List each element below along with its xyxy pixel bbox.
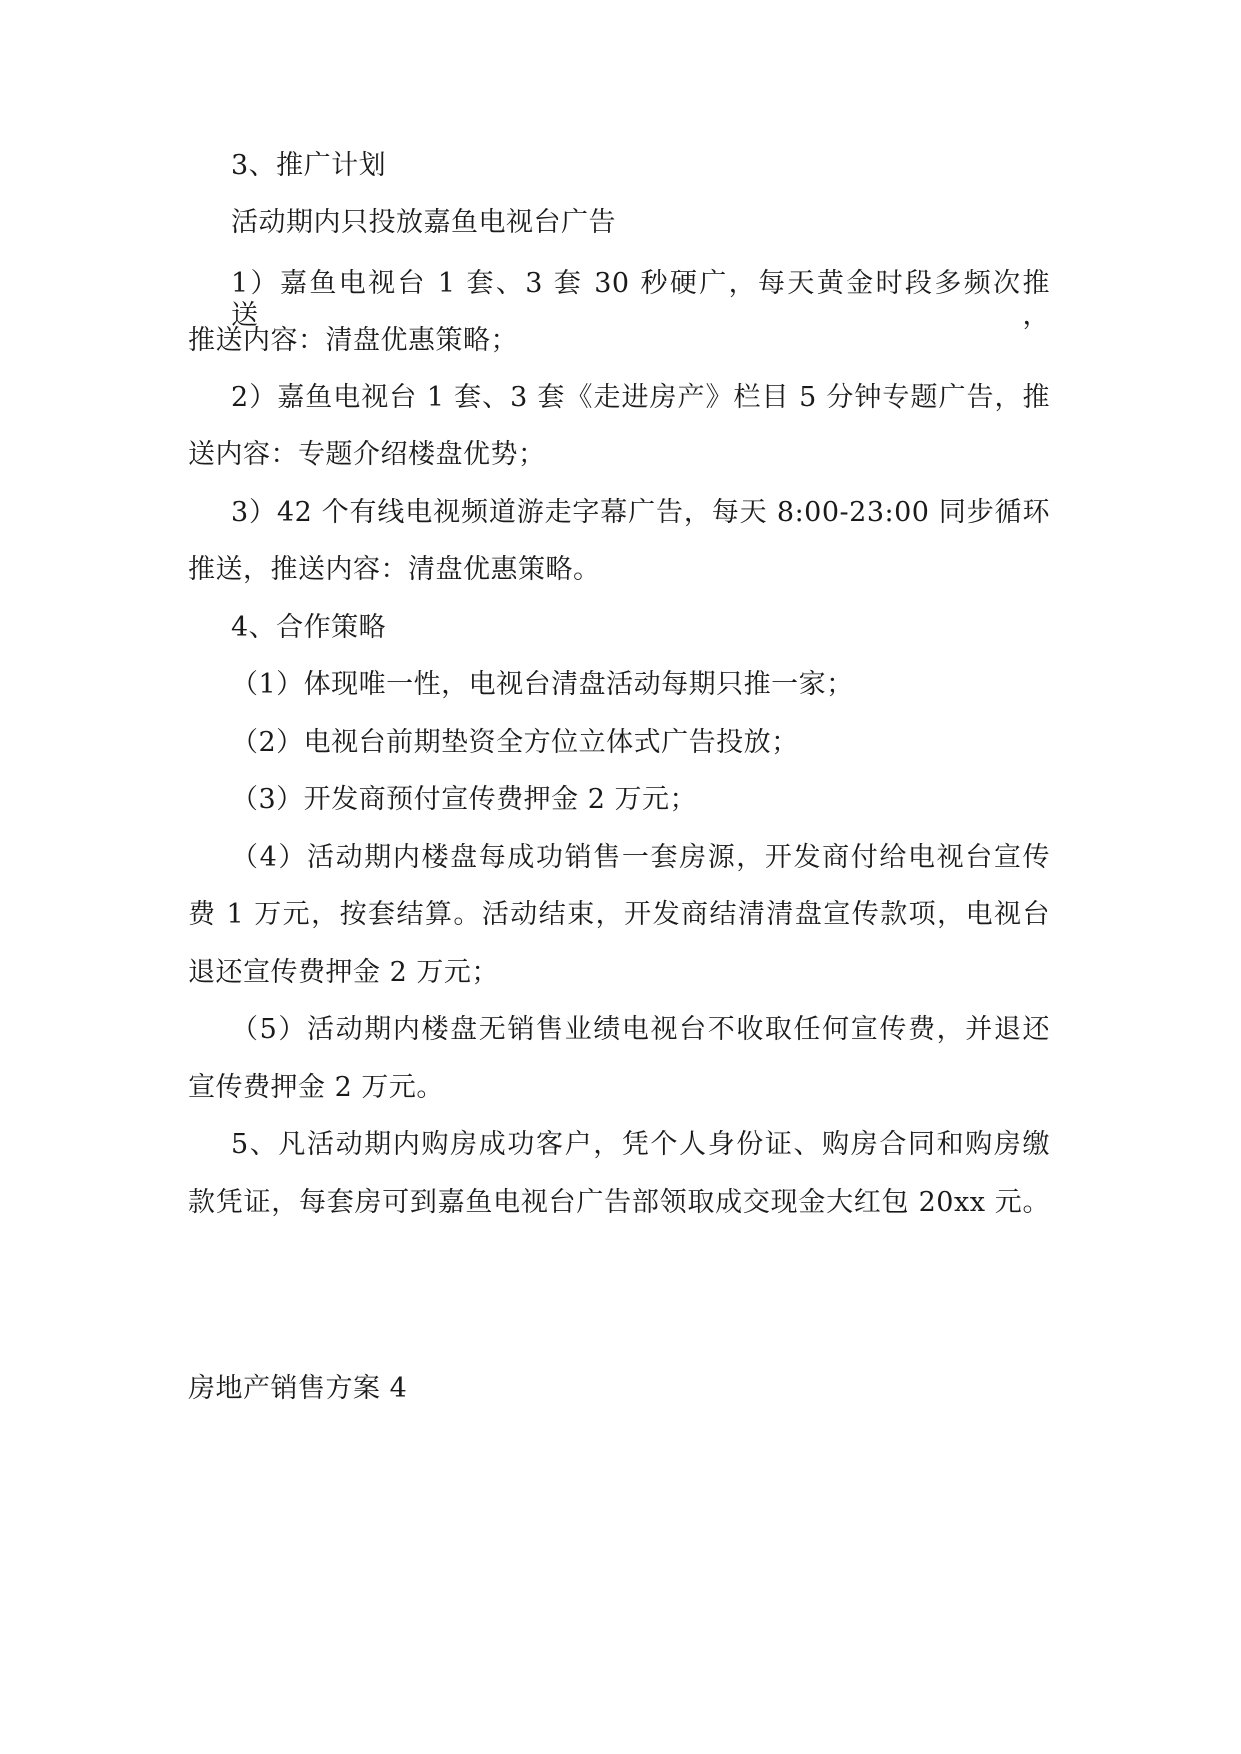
paragraph-line: （5）活动期内楼盘无销售业绩电视台不收取任何宣传费，并退还 — [231, 1014, 1050, 1045]
paragraph-line: 送内容：专题介绍楼盘优势； — [188, 439, 546, 470]
paragraph-line: 宣传费押金 2 万元。 — [188, 1072, 444, 1103]
section-heading-promotion-plan: 3、推广计划 — [231, 150, 387, 181]
paragraph-line: 推送，推送内容：清盘优惠策略。 — [188, 554, 601, 585]
paragraph-line: （4）活动期内楼盘每成功销售一套房源，开发商付给电视台宣传 — [231, 842, 1050, 873]
paragraph-line: 5、凡活动期内购房成功客户，凭个人身份证、购房合同和购房缴 — [231, 1129, 1050, 1160]
paragraph-line: 退还宣传费押金 2 万元； — [188, 957, 499, 988]
paragraph-line: 2）嘉鱼电视台 1 套、3 套《走进房产》栏目 5 分钟专题广告，推 — [231, 382, 1050, 413]
paragraph-line: （1）体现唯一性，电视台清盘活动每期只推一家； — [231, 669, 854, 700]
section-title: 房地产销售方案 4 — [188, 1373, 408, 1404]
paragraph-line: 3）42 个有线电视频道游走字幕广告，每天 8:00-23:00 同步循环 — [231, 497, 1050, 528]
paragraph-line: 1）嘉鱼电视台 1 套、3 套 30 秒硬广，每天黄金时段多频次推送， — [231, 268, 1050, 331]
paragraph-line: 费 1 万元，按套结算。活动结束，开发商结清清盘宣传款项，电视台 — [188, 899, 1050, 930]
paragraph-line: 活动期内只投放嘉鱼电视台广告 — [231, 207, 616, 238]
paragraph-line: 款凭证，每套房可到嘉鱼电视台广告部领取成交现金大红包 20xx 元。 — [188, 1187, 1050, 1218]
paragraph-line: （2）电视台前期垫资全方位立体式广告投放； — [231, 727, 799, 758]
paragraph-line: 推送内容：清盘优惠策略； — [188, 325, 518, 356]
section-heading-cooperation-strategy: 4、合作策略 — [231, 612, 387, 643]
paragraph-line: （3）开发商预付宣传费押金 2 万元； — [231, 784, 698, 815]
